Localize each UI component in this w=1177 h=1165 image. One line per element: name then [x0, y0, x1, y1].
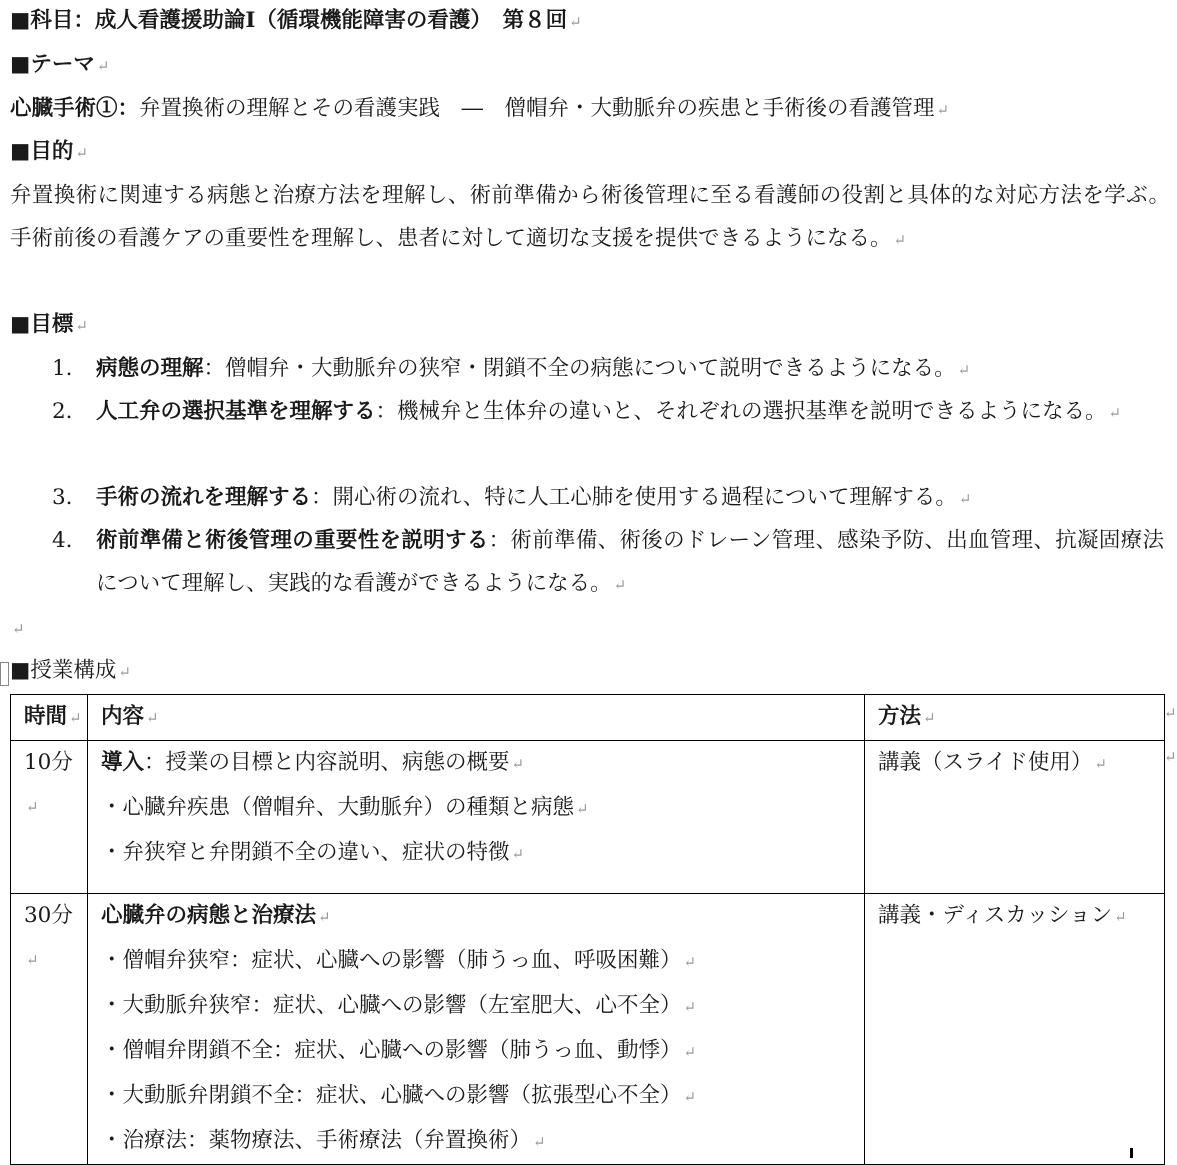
paragraph-mark: ↵	[75, 317, 88, 335]
goal-item: 2. 人工弁の選択基準を理解する：機械弁と生体弁の違いと、それぞれの選択基準を説明できるようになる。 ↵	[52, 399, 1122, 424]
row-end-mark: ↵	[1164, 748, 1177, 766]
goal-item: 3. 手術の流れを理解する：開心術の流れ、特に人工心肺を使用する過程について理解する。 ↵	[52, 485, 972, 510]
list-item: ・僧帽弁閉鎖不全：症状、心臓への影響（肺うっ血、動悸） ↵	[101, 1038, 697, 1063]
time-cell: 10分↵	[11, 741, 88, 894]
paragraph-mark: ↵	[1108, 404, 1122, 422]
paragraph-mark: ↵	[118, 663, 131, 681]
paragraph-mark: ↵	[569, 13, 582, 31]
table-move-handle[interactable]	[0, 662, 9, 686]
list-item: ・治療法：薬物療法、手術療法（弁置換術） ↵	[101, 1128, 546, 1153]
structure-heading: ■授業構成 ↵	[10, 658, 131, 683]
list-item: ・弁狭窄と弁閉鎖不全の違い、症状の特徴 ↵	[101, 840, 525, 865]
content-cell: 心臓弁の病態と治療法 ↵ ・僧帽弁狭窄：症状、心臓への影響（肺うっ血、呼吸困難） ↵ ・大動脈弁狭窄：症状、心臓への影響（左室肥大、心不全） ↵ ・僧帽弁閉鎖不全：症状、心臓への影響（肺うっ血、動悸） ↵ ・大動脈弁閉鎖不全：症状、心臓への影響（拡張型心不全） ↵ ・治療法：薬物療法、手術療法（弁置換術） ↵	[88, 894, 865, 1165]
time-cell: 30分↵	[11, 894, 88, 1165]
paragraph-mark: ↵	[613, 576, 627, 594]
theme-heading: ■テーマ ↵	[10, 52, 110, 77]
column-header-method: 方法 ↵	[865, 695, 1165, 741]
column-header-time: 時間 ↵	[11, 695, 88, 741]
paragraph-mark: ↵	[12, 620, 25, 638]
table-header-row	[11, 695, 1165, 741]
method-cell: 講義（スライド使用） ↵	[865, 741, 1165, 894]
goals-heading: ■目標 ↵	[10, 312, 88, 337]
table-row	[11, 741, 1165, 894]
row-end-mark: ↵	[1164, 704, 1177, 722]
paragraph-mark: ↵	[936, 101, 950, 119]
lesson-structure-table	[10, 694, 1165, 1165]
goal-item: 1. 病態の理解：僧帽弁・大動脈弁の狭窄・閉鎖不全の病態について説明できるようになる。 ↵	[52, 356, 971, 381]
theme-line: 心臓手術①：弁置換術の理解とその看護実践 ― 僧帽弁・大動脈弁の疾患と手術後の看護管理 ↵	[10, 96, 950, 121]
goal-item: 4. 術前準備と術後管理の重要性を説明する：術前準備、術後のドレーン管理、感染予防、出血管理、抗凝固療法について理解し、実践的な看護ができるようになる。 ↵	[52, 528, 1164, 596]
text-cursor	[1130, 1148, 1133, 1158]
course-title: ■科目：成人看護援助論Ⅰ（循環機能障害の看護） 第８回 ↵	[10, 8, 582, 33]
paragraph-mark: ↵	[75, 144, 88, 162]
table-row	[11, 894, 1165, 1165]
list-item: ・大動脈弁狭窄：症状、心臓への影響（左室肥大、心不全） ↵	[101, 993, 697, 1018]
purpose-text: 弁置換術に関連する病態と治療方法を理解し、術前準備から術後管理に至る看護師の役割と具体的な対応方法を学ぶ。手術前後の看護ケアの重要性を理解し、患者に対して適切な支援を提供できるようになる。 ↵	[10, 183, 1170, 251]
list-item: ・僧帽弁狭窄：症状、心臓への影響（肺うっ血、呼吸困難） ↵	[101, 948, 697, 973]
paragraph-mark: ↵	[893, 231, 907, 249]
method-cell: 講義・ディスカッション ↵	[865, 894, 1165, 1165]
column-header-content: 内容 ↵	[88, 695, 865, 741]
paragraph-mark: ↵	[96, 57, 110, 75]
list-item: ・心臓弁疾患（僧帽弁、大動脈弁）の種類と病態 ↵	[101, 795, 589, 820]
purpose-heading: ■目的 ↵	[10, 139, 88, 164]
paragraph-mark: ↵	[957, 361, 971, 379]
content-cell: 導入：授業の目標と内容説明、病態の概要 ↵ ・心臓弁疾患（僧帽弁、大動脈弁）の種類と病態 ↵ ・弁狭窄と弁閉鎖不全の違い、症状の特徴 ↵	[88, 741, 865, 894]
list-item: ・大動脈弁閉鎖不全：症状、心臓への影響（拡張型心不全） ↵	[101, 1083, 697, 1108]
paragraph-mark: ↵	[958, 490, 972, 508]
empty-paragraph	[10, 613, 25, 644]
